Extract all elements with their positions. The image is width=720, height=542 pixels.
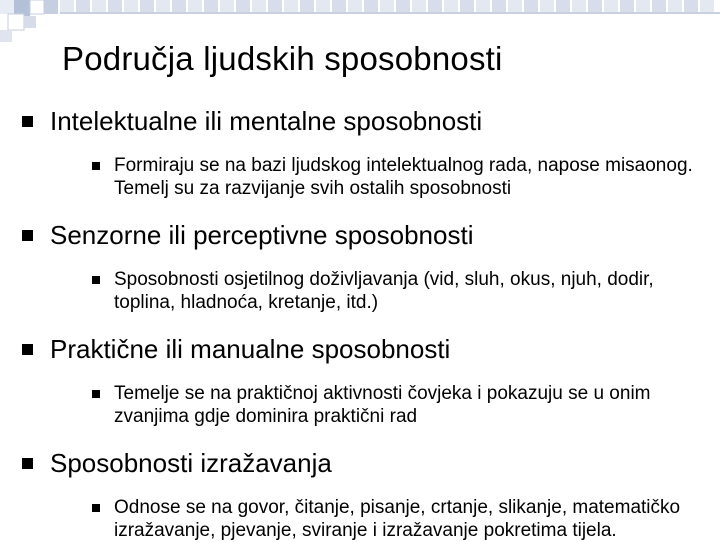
square-bullet-icon [22,230,33,241]
square-bullet-icon [22,344,33,355]
section-heading: Praktične ili manualne sposobnosti [50,334,451,364]
square-bullet-icon [22,116,33,127]
section-intellectual [20,104,710,138]
section-detail-text: Odnose se na govor, čitanje, pisanje, crtanje, slikanje, matematičko izražavanje, pjevanje, sviranje i izražavanje pokretima tijela. [114,497,681,541]
small-square-bullet-icon [92,276,100,284]
section-detail-text: Sposobnosti osjetilnog doživljavanja (vid, sluh, okus, njuh, dodir, toplina, hladnoća, kretanje, itd.) [114,269,654,313]
section-heading: Senzorne ili perceptivne sposobnosti [50,220,474,250]
section-detail-text: Temelje se na praktičnoj aktivnosti čovjeka i pokazuju se u onim zvanjima gdje dominira praktični rad [114,383,651,427]
section-practical [20,332,710,366]
section-sensory [20,218,710,252]
section-detail [20,154,710,200]
small-square-bullet-icon [92,162,100,170]
section-heading: Sposobnosti izražavanja [50,448,332,478]
small-square-bullet-icon [92,390,100,398]
slide-title: Područja ljudskih sposobnosti [62,40,503,77]
section-detail [20,496,710,542]
section-detail-text: Formiraju se na bazi ljudskog intelektualnog rada, napose misaonog. Temelj su za razvijanje svih ostalih sposobnosti [114,155,693,199]
section-expression [20,446,710,480]
section-detail [20,268,710,314]
bullet-list [20,104,710,542]
square-bullet-icon [22,458,33,469]
section-detail [20,382,710,428]
small-square-bullet-icon [92,504,100,512]
section-heading: Intelektualne ili mentalne sposobnosti [50,106,483,136]
